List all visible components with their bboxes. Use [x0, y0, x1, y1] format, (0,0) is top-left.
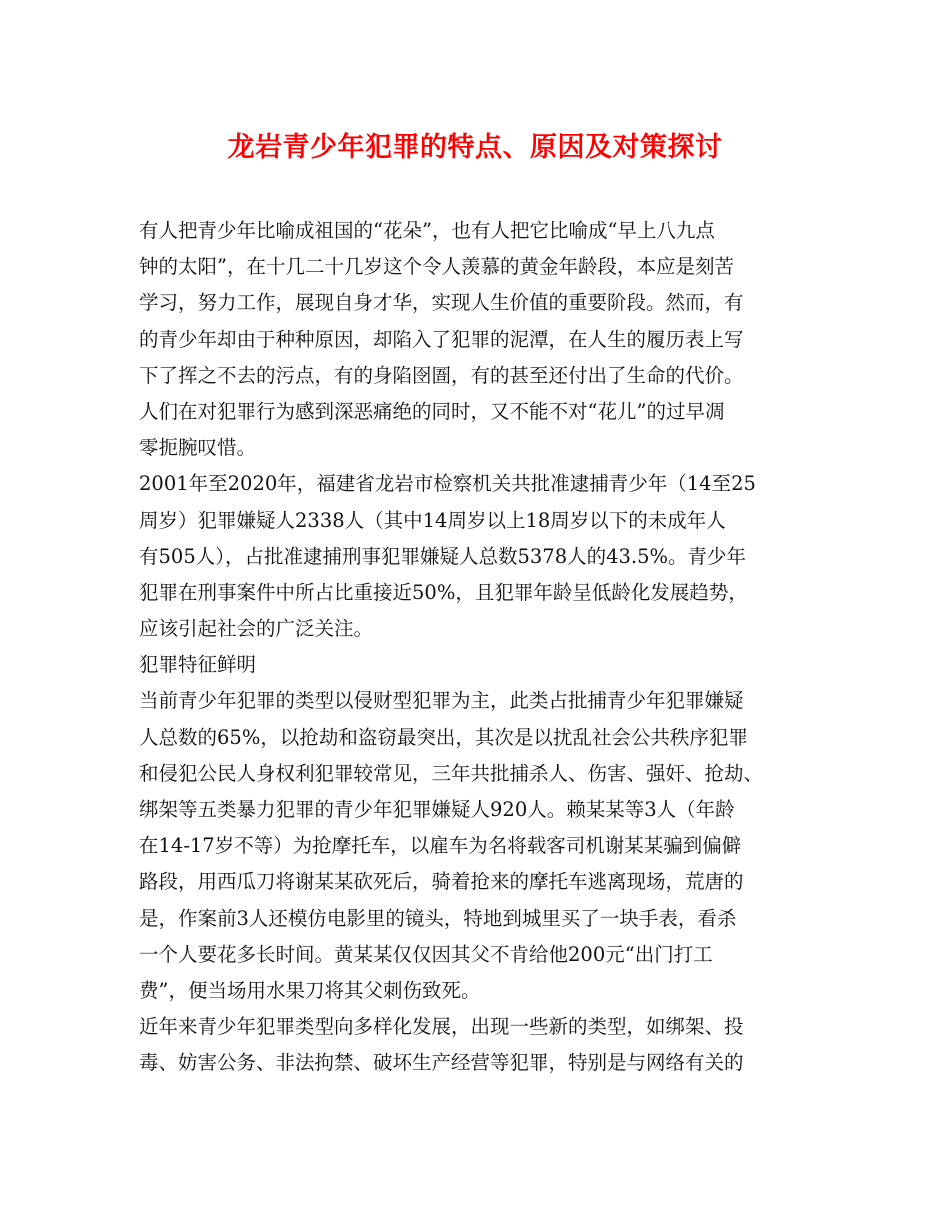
body-line: 有人把青少年比喻成祖国的“花朵”，也有人把它比喻成“早上八九点	[139, 219, 715, 242]
body-line: 下了挥之不去的污点，有的身陷囹圄，有的甚至还付出了生命的代价。	[139, 363, 744, 387]
body-line: 零扼腕叹惜。	[139, 436, 257, 460]
body-line: 毒、妨害公务、非法拘禁、破坏生产经营等犯罪，特别是与网络有关的	[139, 1051, 744, 1075]
body-line: 的青少年却由于种种原因，却陷入了犯罪的泥潭，在人生的履历表上写	[139, 327, 744, 351]
body-line: 和侵犯公民人身权利犯罪较常见，三年共批捕杀人、伤害、强奸、抢劫、	[139, 761, 764, 785]
document-title: 龙岩青少年犯罪的特点、原因及对策探讨	[227, 132, 723, 163]
body-line: 绑架等五类暴力犯罪的青少年犯罪嫌疑人920人。赖某某等3人（年龄	[139, 798, 735, 821]
body-line: 人总数的65%，以抢劫和盗窃最突出，其次是以扰乱社会公共秩序犯罪	[139, 725, 748, 749]
document-body	[139, 213, 819, 1082]
body-line: 一个人要花多长时间。黄某某仅仅因其父不肯给他200元“出门打工	[139, 942, 713, 966]
body-line: 学习，努力工作，展现自身才华，实现人生价值的重要阶段。然而，有	[139, 291, 744, 315]
body-line: 应该引起社会的广泛关注。	[139, 617, 374, 641]
body-line: 人们在对犯罪行为感到深恶痛绝的同时，又不能不对“花儿”的过早凋	[139, 399, 725, 423]
body-line: 是，作案前3人还模仿电影里的镜头，特地到城里买了一块手表，看杀	[139, 906, 737, 930]
body-line: 钟的太阳”，在十几二十几岁这个令人羡慕的黄金年龄段，本应是刻苦	[139, 255, 734, 279]
body-line: 2001年至2020年，福建省龙岩市检察机关共批准逮捕青少年（14至25	[139, 472, 756, 496]
body-line: 犯罪在刑事案件中所占比重接近50%，且犯罪年龄呈低龄化发展趋势，	[139, 580, 748, 604]
body-line: 有505人），占批准逮捕刑事犯罪嫌疑人总数5378人的43.5%。青少年	[139, 544, 747, 568]
body-line: 当前青少年犯罪的类型以侵财型犯罪为主，此类占批捕青少年犯罪嫌疑	[139, 689, 744, 713]
body-line: 周岁）犯罪嫌疑人2338人（其中14周岁以上18周岁以下的未成年人	[139, 508, 726, 532]
body-line: 在14-17岁不等）为抢摩托车，以雇车为名将载客司机谢某某骗到偏僻	[139, 834, 742, 858]
body-line: 费”，便当场用水果刀将其父刺伤致死。	[139, 978, 481, 1002]
body-line: 近年来青少年犯罪类型向多样化发展，出现一些新的类型，如绑架、投	[139, 1015, 744, 1039]
section-heading: 犯罪特征鲜明	[139, 653, 257, 677]
body-line: 路段，用西瓜刀将谢某某砍死后，骑着抢来的摩托车逃离现场，荒唐的	[139, 870, 744, 894]
